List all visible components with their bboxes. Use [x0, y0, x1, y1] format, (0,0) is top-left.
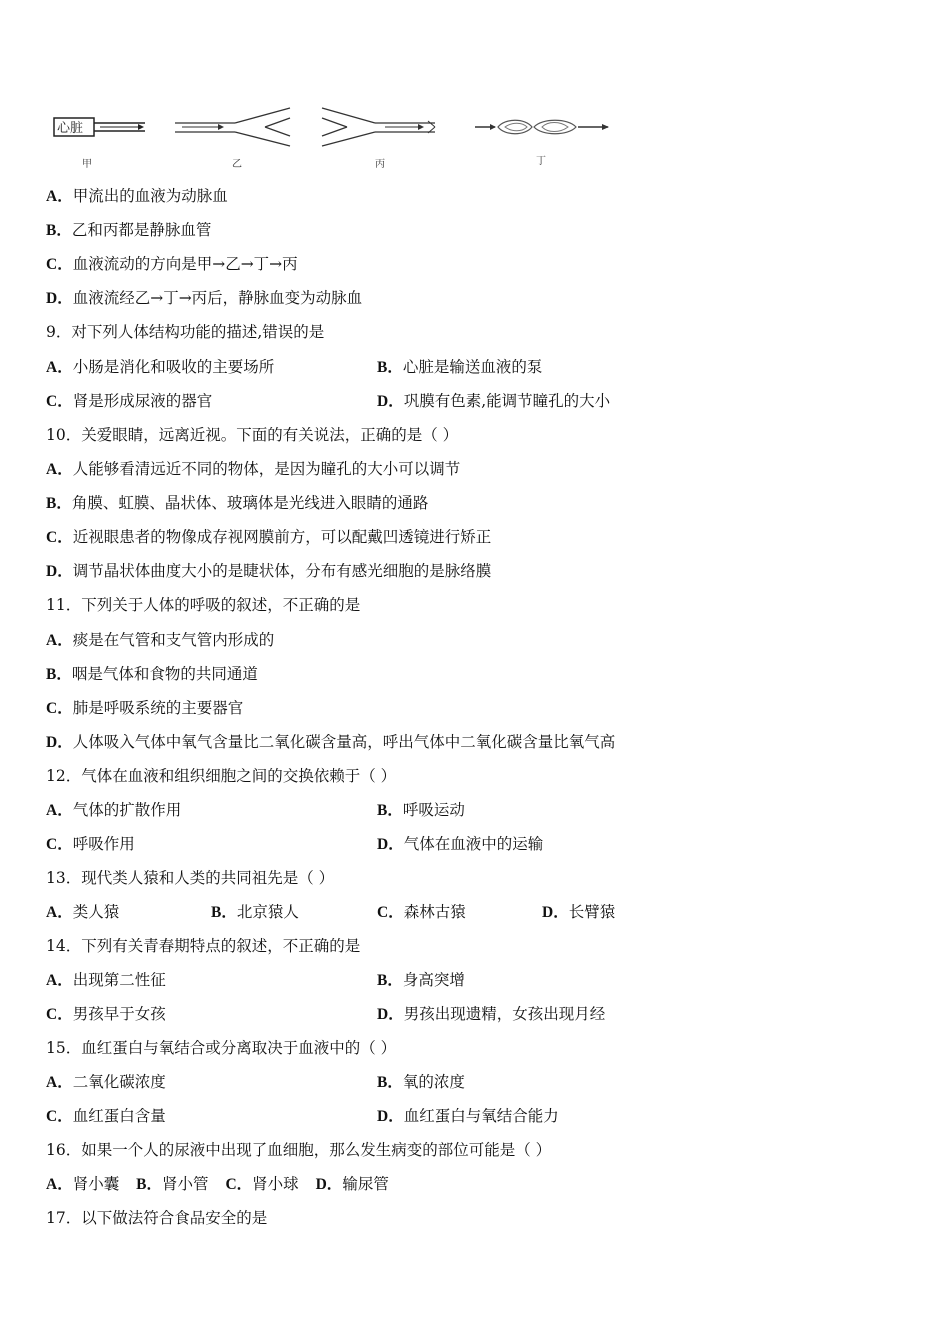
q10-stem: 10．关爱眼睛，远离近视。下面的有关说法，正确的是（ ） — [46, 426, 459, 444]
q11-option-c: C．肺是呼吸系统的主要器官 — [46, 699, 244, 717]
q13-option-c: C．森林古猿 — [377, 903, 466, 921]
q12-option-a: A．气体的扩散作用 — [46, 801, 182, 819]
figure-label-ding: 丁 — [536, 156, 546, 167]
q10-option-d: D．调节晶状体曲度大小的是睫状体，分布有感光细胞的是脉络膜 — [46, 562, 492, 580]
q13-option-b: B．北京猿人 — [211, 903, 299, 921]
q17-stem: 17．以下做法符合食品安全的是 — [46, 1209, 268, 1227]
q12-option-d: D．气体在血液中的运输 — [377, 835, 544, 853]
blood-vessel-figure — [50, 100, 630, 175]
vessel-bing — [322, 108, 435, 146]
q16-option-b: B．肾小管 — [136, 1175, 209, 1193]
q15-stem: 15．血红蛋白与氧结合或分离取决于血液中的（ ） — [46, 1039, 397, 1057]
q9-option-b: B．心脏是输送血液的泵 — [377, 358, 543, 376]
q14-option-d: D．男孩出现遗精，女孩出现月经 — [377, 1005, 606, 1023]
q15-option-a: A．二氧化碳浓度 — [46, 1073, 166, 1091]
q11-stem: 11．下列关于人体的呼吸的叙述，不正确的是 — [46, 596, 361, 614]
q8-option-b: B．乙和丙都是静脉血管 — [46, 221, 212, 239]
q9-option-a: A．小肠是消化和吸收的主要场所 — [46, 358, 275, 376]
q10-option-c: C．近视眼患者的物像成存视网膜前方，可以配戴凹透镜进行矫正 — [46, 528, 492, 546]
q11-option-d: D．人体吸入气体中氧气含量比二氧化碳含量高，呼出气体中二氧化碳含量比氧气高 — [46, 733, 616, 751]
q8-option-a: A．甲流出的血液为动脉血 — [46, 187, 228, 205]
q11-option-a: A．痰是在气管和支气管内形成的 — [46, 631, 275, 649]
q13-stem: 13．现代类人猿和人类的共同祖先是（ ） — [46, 869, 335, 887]
q12-option-b: B．呼吸运动 — [377, 801, 465, 819]
q10-option-b: B．角膜、虹膜、晶状体、玻璃体是光线进入眼睛的通路 — [46, 494, 429, 512]
q10-option-a: A．人能够看清远近不同的物体，是因为瞳孔的大小可以调节 — [46, 460, 461, 478]
q9-stem: 9．对下列人体结构功能的描述,错误的是 — [46, 323, 325, 341]
q15-option-c: C．血红蛋白含量 — [46, 1107, 166, 1125]
q13-option-a: A．类人猿 — [46, 903, 120, 921]
q14-stem: 14．下列有关青春期特点的叙述，不正确的是 — [46, 937, 361, 955]
q14-option-b: B．身高突增 — [377, 971, 465, 989]
figure-label-yi: 乙 — [232, 159, 242, 170]
q16-option-d: D．输尿管 — [315, 1175, 389, 1193]
q16-options — [46, 1174, 389, 1195]
q16-option-a: A．肾小囊 — [46, 1175, 120, 1193]
q13-option-d: D．长臂猿 — [542, 903, 616, 921]
q15-option-d: D．血红蛋白与氧结合能力 — [377, 1107, 559, 1125]
figure-label-jia: 甲 — [82, 159, 92, 170]
figure-label-bing: 丙 — [375, 159, 385, 170]
q9-option-d: D．巩膜有色素,能调节瞳孔的大小 — [377, 392, 611, 410]
vessel-ding — [475, 120, 609, 134]
q16-option-c: C．肾小球 — [225, 1175, 299, 1193]
q12-stem: 12．气体在血液和组织细胞之间的交换依赖于（ ） — [46, 767, 397, 785]
q14-option-c: C．男孩早于女孩 — [46, 1005, 166, 1023]
q16-stem: 16．如果一个人的尿液中出现了血细胞，那么发生病变的部位可能是（ ） — [46, 1141, 552, 1159]
q14-option-a: A．出现第二性征 — [46, 971, 166, 989]
q9-option-c: C．肾是形成尿液的器官 — [46, 392, 213, 410]
q8-option-d: D．血液流经乙→丁→丙后，静脉血变为动脉血 — [46, 289, 363, 307]
q11-option-b: B．咽是气体和食物的共同通道 — [46, 665, 258, 683]
q12-option-c: C．呼吸作用 — [46, 835, 135, 853]
vessel-yi — [175, 108, 290, 146]
q15-option-b: B．氧的浓度 — [377, 1073, 465, 1091]
vessel-jia — [54, 118, 145, 136]
q8-option-c: C．血液流动的方向是甲→乙→丁→丙 — [46, 255, 298, 273]
heart-box-label: 心脏 — [57, 121, 84, 136]
